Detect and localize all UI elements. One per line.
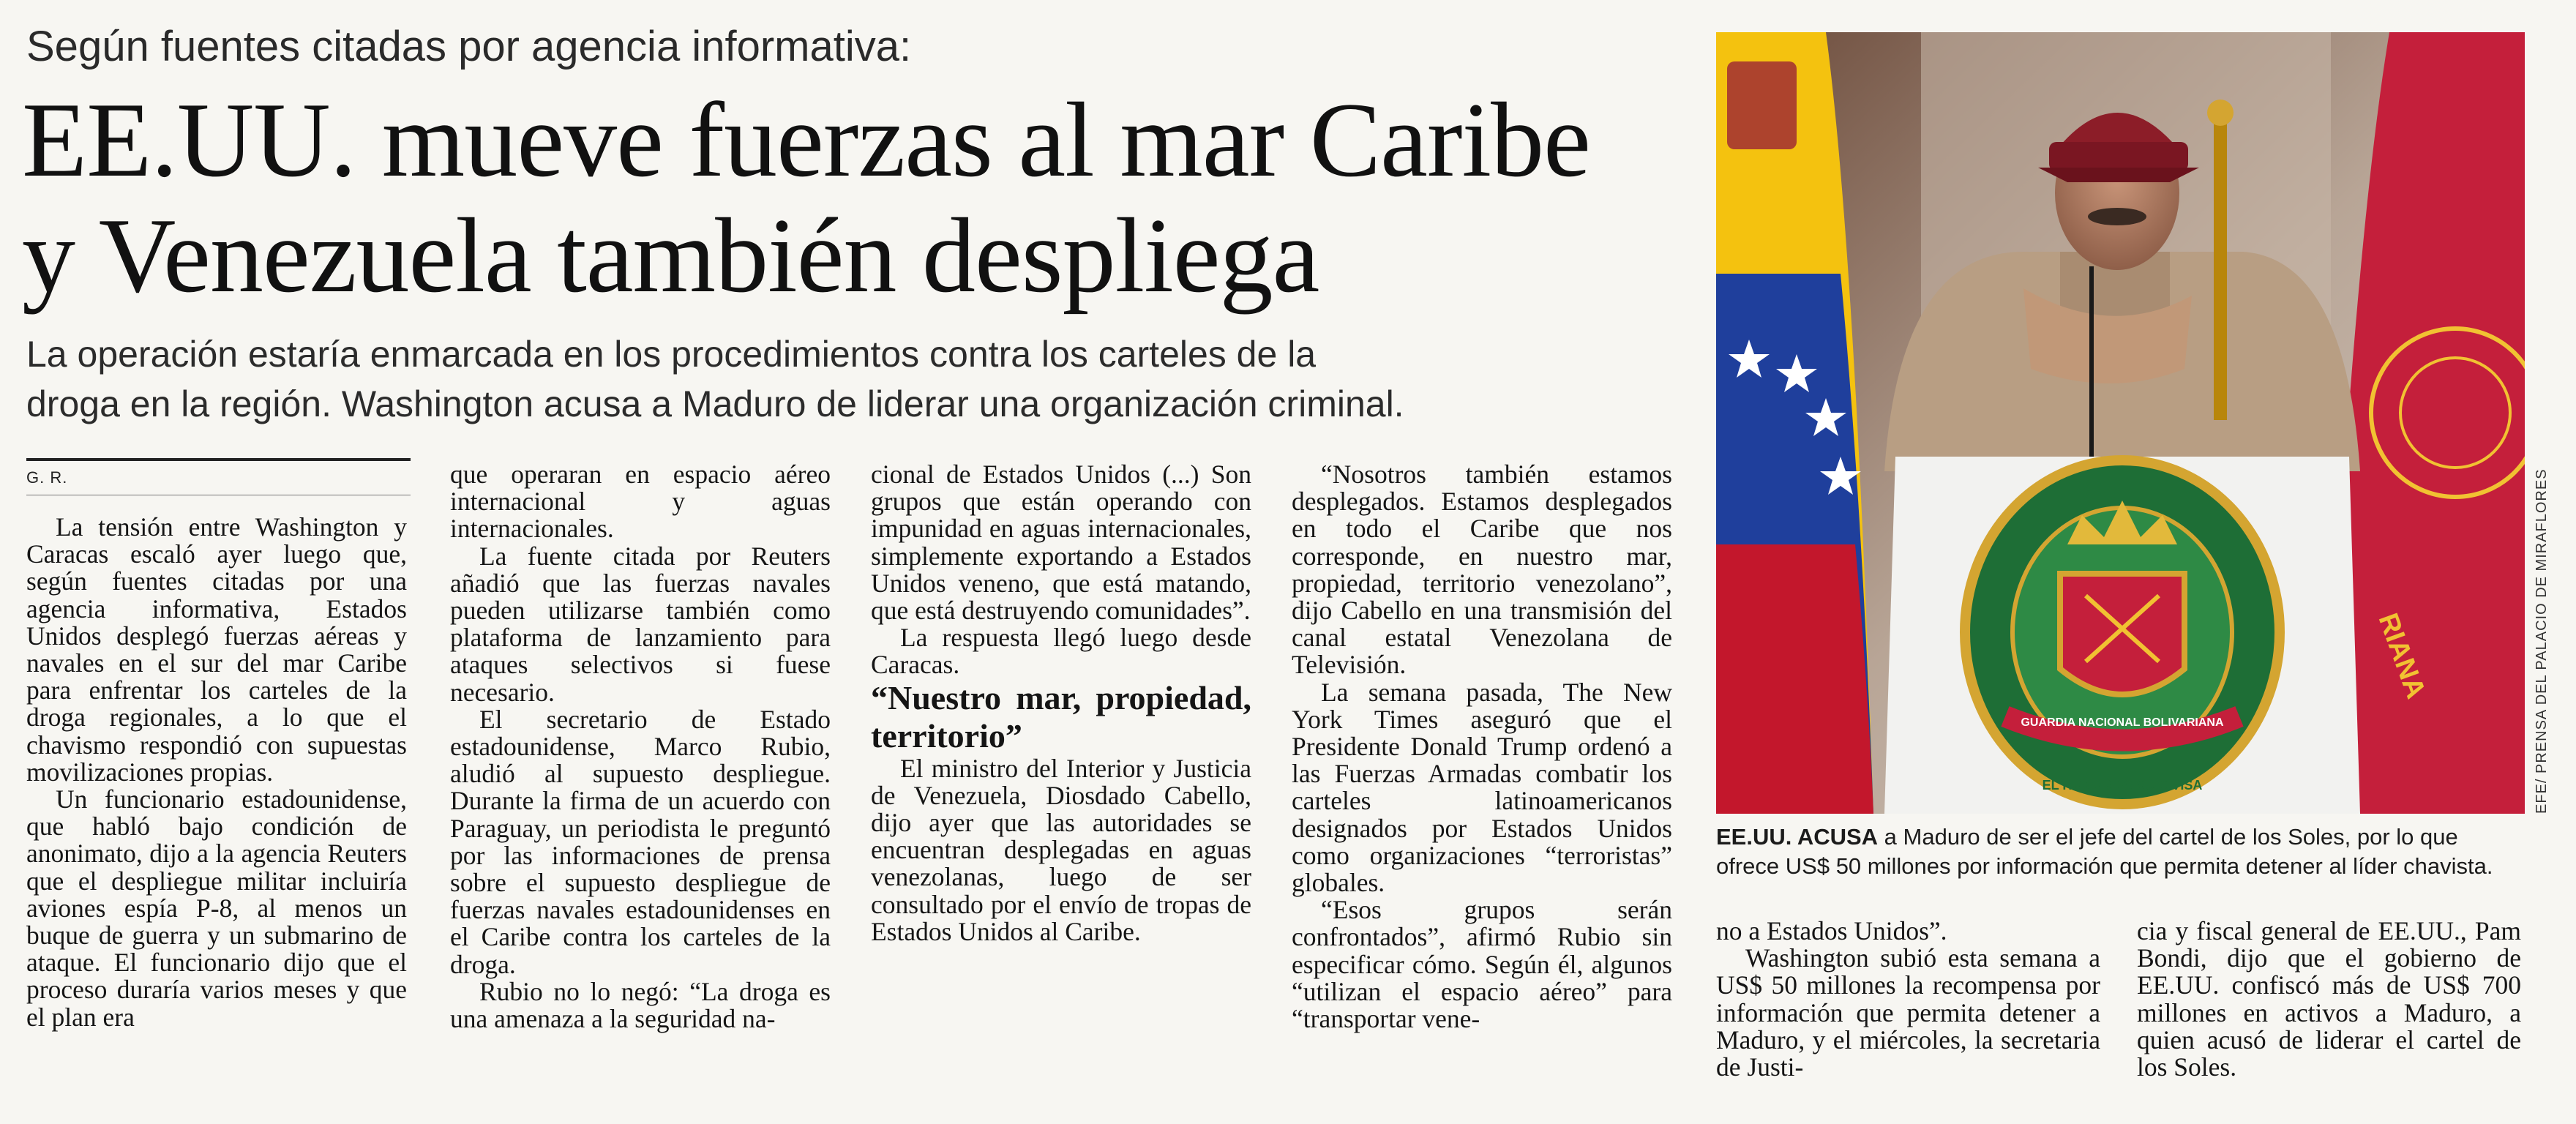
subhead: “Nuestro mar, propiedad, territorio” bbox=[871, 678, 1251, 754]
svg-text:RIANA: RIANA bbox=[2372, 609, 2432, 703]
deck-line-2: droga en la región. Washington acusa a Maduro de liderar una organización criminal. bbox=[26, 383, 1404, 424]
article-column-6 bbox=[2137, 918, 2521, 1081]
seal-text: GUARDIA NACIONAL BOLIVARIANA bbox=[2021, 716, 2224, 729]
paragraph: “Nosotros también estamos desplegados. Estamos desplegados en todo el Caribe que nos corresponde, en nuestro mar, propiedad, territorio venezolano”, dijo Cabello en una transmisión del canal estatal Venezolana de Televisión. bbox=[1292, 460, 1672, 680]
caption-text: a Maduro de ser el jefe del cartel de los Soles, por lo que ofrece US$ 50 millones por información que permita detener al líder chavista. bbox=[1716, 824, 2493, 879]
paragraph: La respuesta llegó luego desde Caracas. bbox=[871, 623, 1251, 680]
paragraph: no a Estados Unidos”. bbox=[1716, 916, 1947, 945]
paragraph: El secretario de Estado estadounidense, Marco Rubio, aludió al supuesto despliegue. Durante la firma de un acuerdo con Paraguay, un periodista le preguntó por las informaciones de prensa sobre el supuesto despliegue de fuerzas navales estadounidenses en el Caribe contra los carteles de la droga. bbox=[450, 704, 831, 979]
paragraph: Rubio no lo negó: “La droga es una amenaza a la seguridad na- bbox=[450, 976, 831, 1034]
kicker: Según fuentes citadas por agencia informativa: bbox=[26, 23, 912, 70]
paragraph: El ministro del Interior y Justicia de Venezuela, Diosdado Cabello, dijo ayer que las autoridades se encuentran desplegadas en aguas venezolanas, luego de ser consultado por el envío de tropas de Estados Unidos al Caribe. bbox=[871, 753, 1251, 946]
article-column-5 bbox=[1716, 918, 2100, 1081]
photo-caption bbox=[1716, 823, 2525, 881]
paragraph: cia y fiscal general de EE.UU., Pam Bondi, dijo que el gobierno de EE.UU. confiscó más de US$ 700 millones en activos a Maduro, a quien acusó de liderar el cartel de los Soles. bbox=[2137, 916, 2521, 1082]
paragraph: La semana pasada, The New York Times aseguró que el Presidente Donald Trump ordenó a las Fuerzas Armadas combatir los carteles latinoamericanos designados por Estados Unidos como organizaciones “terroristas” globales. bbox=[1292, 677, 1672, 898]
photo-credit: EFE/ PRENSA DEL PALACIO DE MIRAFLORES bbox=[2534, 468, 2550, 814]
byline-rule bbox=[26, 458, 411, 461]
photo-illustration bbox=[1716, 32, 2525, 814]
caption-lead: EE.UU. ACUSA bbox=[1716, 824, 1879, 850]
podium bbox=[1884, 457, 2360, 814]
deck-line-1: La operación estaría enmarcada en los procedimientos contra los carteles de la bbox=[26, 334, 1317, 375]
news-photo bbox=[1716, 32, 2525, 814]
paragraph: que operaran en espacio aéreo internacional y aguas internacionales. bbox=[450, 460, 831, 544]
headline bbox=[22, 82, 1698, 313]
article-column-1 bbox=[26, 514, 407, 1031]
seal-motto: EL HONOR ES SU DIVISA bbox=[2042, 778, 2203, 793]
article-column-3 bbox=[871, 461, 1251, 945]
byline: G. R. bbox=[26, 468, 68, 487]
headline-line-2: y Venezuela también despliega bbox=[22, 196, 1319, 315]
paragraph: La fuente citada por Reuters añadió que las fuerzas navales pueden utilizarse también como plataforma de lanzamiento para ataques selectivos si fuese necesario. bbox=[450, 541, 831, 707]
article-column-2 bbox=[450, 461, 831, 1033]
article-column-4 bbox=[1292, 461, 1672, 1033]
paragraph: La tensión entre Washington y Caracas escaló ayer luego que, según fuentes citadas por una agencia informativa, Estados Unidos desplegó fuerzas aéreas y navales en el sur del mar Caribe para enfrentar los carteles de la droga regionales, a lo que el chavismo respondió con supuestas movilizaciones propias. bbox=[26, 512, 407, 787]
headline-line-1: EE.UU. mueve fuerzas al mar Caribe bbox=[22, 80, 1590, 199]
paragraph: Washington subió esta semana a US$ 50 millones la recompensa por información que permita detener a Maduro, y el miércoles, la secretaria de Justi- bbox=[1716, 943, 2100, 1082]
deck bbox=[26, 329, 1636, 429]
paragraph: Un funcionario estadounidense, que habló bajo condición de anonimato, dijo a la agencia Reuters que el despliegue militar incluiría aviones espía P-8, al menos un buque de guerra y un submarino de ataque. El funcionario dijo que el proceso duraría varios meses y que el plan era bbox=[26, 784, 407, 1032]
paragraph: cional de Estados Unidos (...) Son grupos que están operando con impunidad en aguas internacionales, simplemente exportando a Estados Unidos veneno, que está matando, que está destruyendo comunidades”. bbox=[871, 460, 1251, 626]
paragraph: “Esos grupos serán confrontados”, afirmó Rubio sin especificar cómo. Según él, algunos “utilizan el espacio aéreo” para “transportar vene- bbox=[1292, 895, 1672, 1034]
